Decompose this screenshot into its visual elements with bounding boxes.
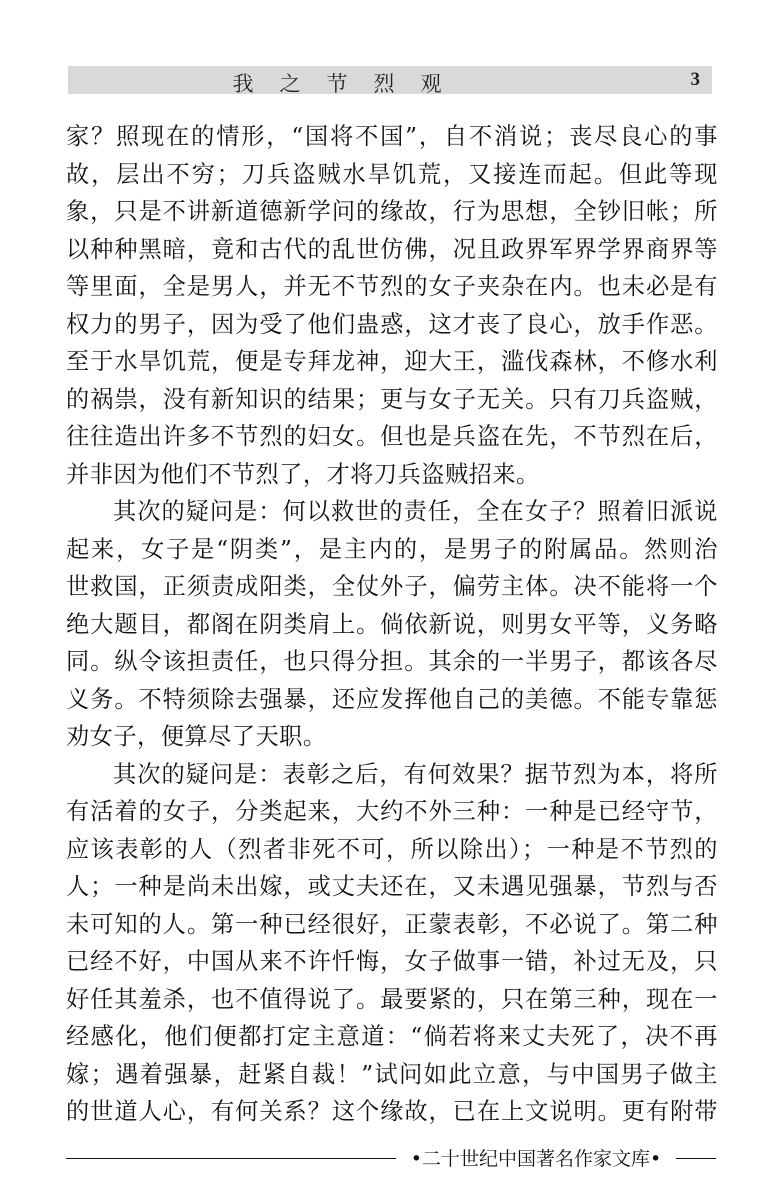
text-line: 以种种黑暗，竟和古代的乱世仿佛，况且政界军界学界商界等 — [66, 235, 718, 263]
text-line: 世救国，正须责成阳类，全仗外子，偏劳主体。决不能将一个 — [66, 573, 718, 600]
running-header — [68, 66, 712, 94]
footer — [66, 1144, 716, 1174]
text-line: 至于水旱饥荒，便是专拜龙神，迎大王，滥伐森林，不修水利 — [66, 348, 718, 375]
text-line: 好任其羞杀，也不值得说了。最要紧的，只在第三种，现在一 — [66, 985, 718, 1013]
text-line: 其次的疑问是：何以救世的责任，全在女子？照着旧派说 — [113, 498, 718, 525]
text-line: 家？照现在的情形，“国将不国”，自不消说；丧尽良心的事 — [66, 123, 718, 150]
text-line: 象，只是不讲新道德新学问的缘故，行为思想，全钞旧帐；所 — [66, 198, 718, 225]
text-line: 经感化，他们便都打定主意道：“倘若将来丈夫死了，决不再 — [66, 1023, 718, 1050]
text-line: 起来，女子是“阴类”，是主内的，是男子的附属品。然则治 — [66, 535, 718, 563]
text-line: 往往造出许多不节烈的妇女。但也是兵盗在先，不节烈在后， — [66, 423, 718, 450]
text-line: 等里面，全是男人，并无不节烈的女子夹杂在内。也未必是有 — [66, 273, 718, 300]
text-line: 故，层出不穷；刀兵盗贼水旱饥荒，又接连而起。但此等现 — [66, 160, 718, 188]
text-line: 劝女子，便算尽了天职。 — [66, 723, 327, 750]
text-line: 未可知的人。第一种已经很好，正蒙表彰，不必说了。第二种 — [66, 910, 718, 938]
text-line: 同。纵令该担责任，也只得分担。其余的一半男子，都该各尽 — [66, 648, 718, 675]
text-line: 人；一种是尚未出嫁，或丈夫还在，又未遇见强暴，节烈与否 — [66, 873, 718, 900]
text-line: 有活着的女子，分类起来，大约不外三种：一种是已经守节， — [66, 798, 718, 825]
text-line: 其次的疑问是：表彰之后，有何效果？据节烈为本，将所 — [113, 760, 718, 788]
text-line: 并非因为他们不节烈了，才将刀兵盗贼招来。 — [66, 460, 540, 488]
text-line: 权力的男子，因为受了他们蛊惑，这才丧了良心，放手作恶。 — [66, 310, 718, 338]
footer-rule-left — [66, 1158, 396, 1159]
text-line: 的世道人心，有何关系？这个缘故，已在上文说明。更有附带 — [66, 1098, 718, 1125]
text-line: 应该表彰的人（烈者非死不可，所以除出）；一种是不节烈的 — [66, 835, 718, 863]
text-line: 嫁；遇着强暴，赶紧自裁！”试问如此立意，与中国男子做主 — [66, 1060, 718, 1088]
body-text — [66, 118, 718, 1131]
chapter-title: 我之节烈观 — [232, 72, 468, 96]
text-line: 的祸祟，没有新知识的结果；更与女子无关。只有刀兵盗贼， — [66, 385, 718, 413]
text-line: 义务。不特须除去强暴，还应发挥他自己的美德。不能专靠惩 — [66, 685, 718, 713]
series-name: •二十世纪中国著名作家文库• — [410, 1148, 662, 1170]
text-line: 已经不好，中国从来不许忏悔，女子做事一错，补过无及，只 — [66, 948, 718, 975]
page-number: 3 — [690, 69, 700, 90]
footer-rule-right — [676, 1158, 716, 1159]
text-line: 绝大题目，都阁在阴类肩上。倘依新说，则男女平等，义务略 — [66, 610, 718, 638]
